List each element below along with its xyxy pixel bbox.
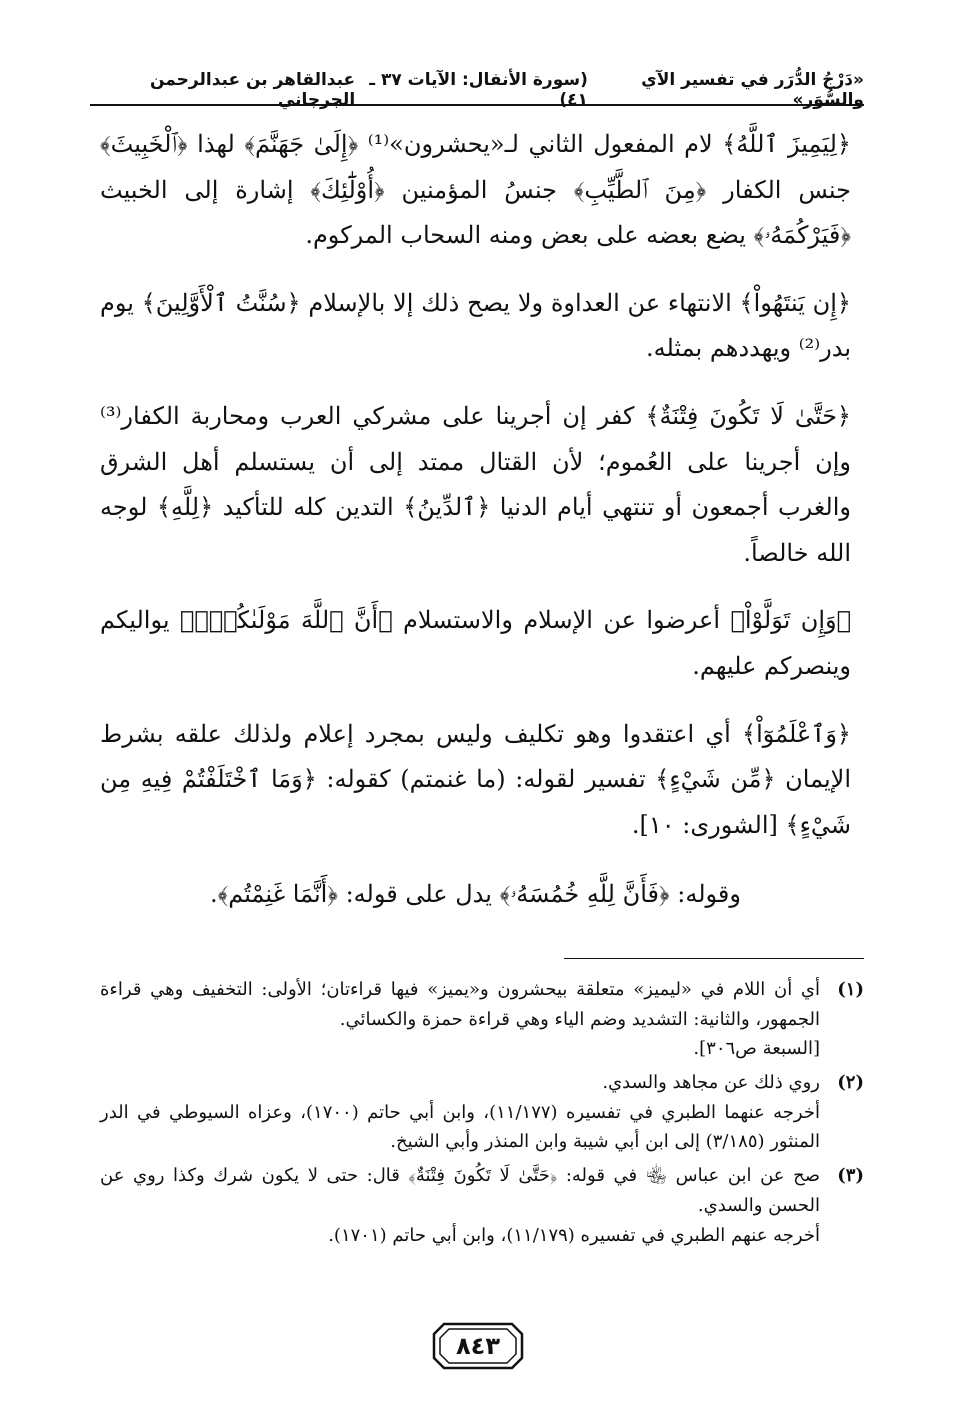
book-title: «دَرْجُ الدُّرَر في تفسير الآي والسُّوَر»: [641, 70, 864, 110]
paragraph-6: وقوله: ﴿فَأَنَّ لِلَّهِ خُمُسَهُۥ﴾ يدل على قوله: ﴿أَنَّمَا غَنِمْتُم﴾.: [210, 880, 741, 909]
footnote-1: [100, 975, 864, 1064]
paragraph-2: ﴿إِن يَنتَهُواْ﴾ الانتهاء عن العداوة ولا يصح ذلك إلا بالإسلام ﴿سُنَّتُ ٱلْأَوَّلِينَ﴾ يوم بدر⁽²⁾ ويهددهم بمثله.: [100, 288, 851, 363]
footnotes: [100, 975, 864, 1254]
footnote-line: أخرجه عنهما الطبري في تفسيره (١١/١٧٧)، وابن أبي حاتم (١٧٠٠)، وعزاه السيوطي في الدر المنثور (٣/١٨٥) إلى ابن أبي شيبة وابن المنذر وأبي الشيخ.: [100, 1101, 820, 1153]
footnote-text: [100, 1068, 820, 1157]
footnote-line: صح عن ابن عباس ﵄ في قوله: ﴿حَتَّىٰ لَا تَكُونَ فِتْنَةٌ﴾ قال: حتى لا يكون شرك وكذا روي عن الحسن والسدي.: [100, 1165, 820, 1216]
page-number-ornament: [430, 1320, 526, 1372]
footnote-text: [100, 1161, 820, 1250]
page-number: ٨٤٣: [456, 1332, 500, 1360]
footnote-3: [100, 1161, 864, 1250]
footnote-line: روي ذلك عن مجاهد والسدي.: [602, 1072, 820, 1094]
footnote-line: أي أن اللام في «ليميز» متعلقة بيحشرون و«يميز» فيها قراءتان؛ الأولى: التخفيف وهي قراءة الجمهور، والثانية: التشديد وضم الياء وهي قراءة حمزة والكسائي.: [100, 979, 820, 1030]
footnote-number: (٣): [837, 1165, 864, 1187]
footnote-rule: [564, 958, 864, 959]
paragraph-5: ﴿وَٱعْلَمُوٓاْ﴾ أي اعتقدوا وهو تكليف وليس بمجرد إعلام ولذلك علقه بشرط الإيمان ﴿مِّن شَيْءٍ﴾ تفسير لقوله: (ما غنمتم) كقوله: ﴿وَمَا ٱخْتَلَفْتُمْ فِيهِ مِن شَيْءٍ﴾ [الشورى: ١٠].: [100, 719, 851, 839]
paragraph-1: ﴿لِيَمِيزَ ٱللَّهُ﴾ لام المفعول الثاني لـ«يحشرون»⁽¹⁾ ﴿إِلَىٰ جَهَنَّمَ﴾ لهذا ﴿ٱلْخَبِيثَ﴾ جنس الكفار ﴿مِنَ ٱلطَّيِّبِ﴾ جنسُ المؤمنين ﴿أُوْلَٰٓئِكَ﴾ إشارة إلى الخبيث ﴿فَيَرْكُمَهُۥ﴾ يضع بعضه على بعض ومنه السحاب المركوم.: [100, 130, 851, 250]
paragraph-3: ﴿حَتَّىٰ لَا تَكُونَ فِتْنَةٌ﴾ كفر إن أجرينا على مشركي العرب ومحاربة الكفار⁽³⁾ وإن أجرينا على العُموم؛ لأن القتال ممتد إلى أن يستسلم أهل الشرق والغرب أجمعون أو تنتهي أيام الدنيا ﴿ٱلدِّينُ﴾ التدين كله للتأكيد ﴿لِلَّهِ﴾ لوجه الله خالصاً.: [100, 401, 852, 567]
author-name: عبدالقاهر بن عبدالرحمن الجرجاني: [149, 70, 356, 110]
footnote-line: [السبعة ص٣٠٦].: [693, 1038, 820, 1060]
header-rule: [90, 104, 864, 106]
footnote-text: [100, 975, 820, 1064]
footnote-2: [100, 1068, 864, 1157]
main-text: [100, 122, 851, 940]
paragraph-4: ﴿وَإِن تَوَلَّوْاْ﴾ أعرضوا عن الإسلام والاستسلام ﴿أَنَّ ٱللَّهَ مَوْلَىٰكُمْۚ﴾ يواليكم وينصركم عليهم.: [100, 606, 851, 680]
footnote-number: (١): [837, 979, 864, 1000]
footnote-line: أخرجه عنهم الطبري في تفسيره (١١/١٧٩)، وابن أبي حاتم (١٧٠١).: [328, 1224, 820, 1246]
footnote-number: (٢): [837, 1072, 864, 1094]
surah-reference: (سورة الأنفال: الآيات ٣٧ ـ ٤١): [369, 70, 588, 110]
